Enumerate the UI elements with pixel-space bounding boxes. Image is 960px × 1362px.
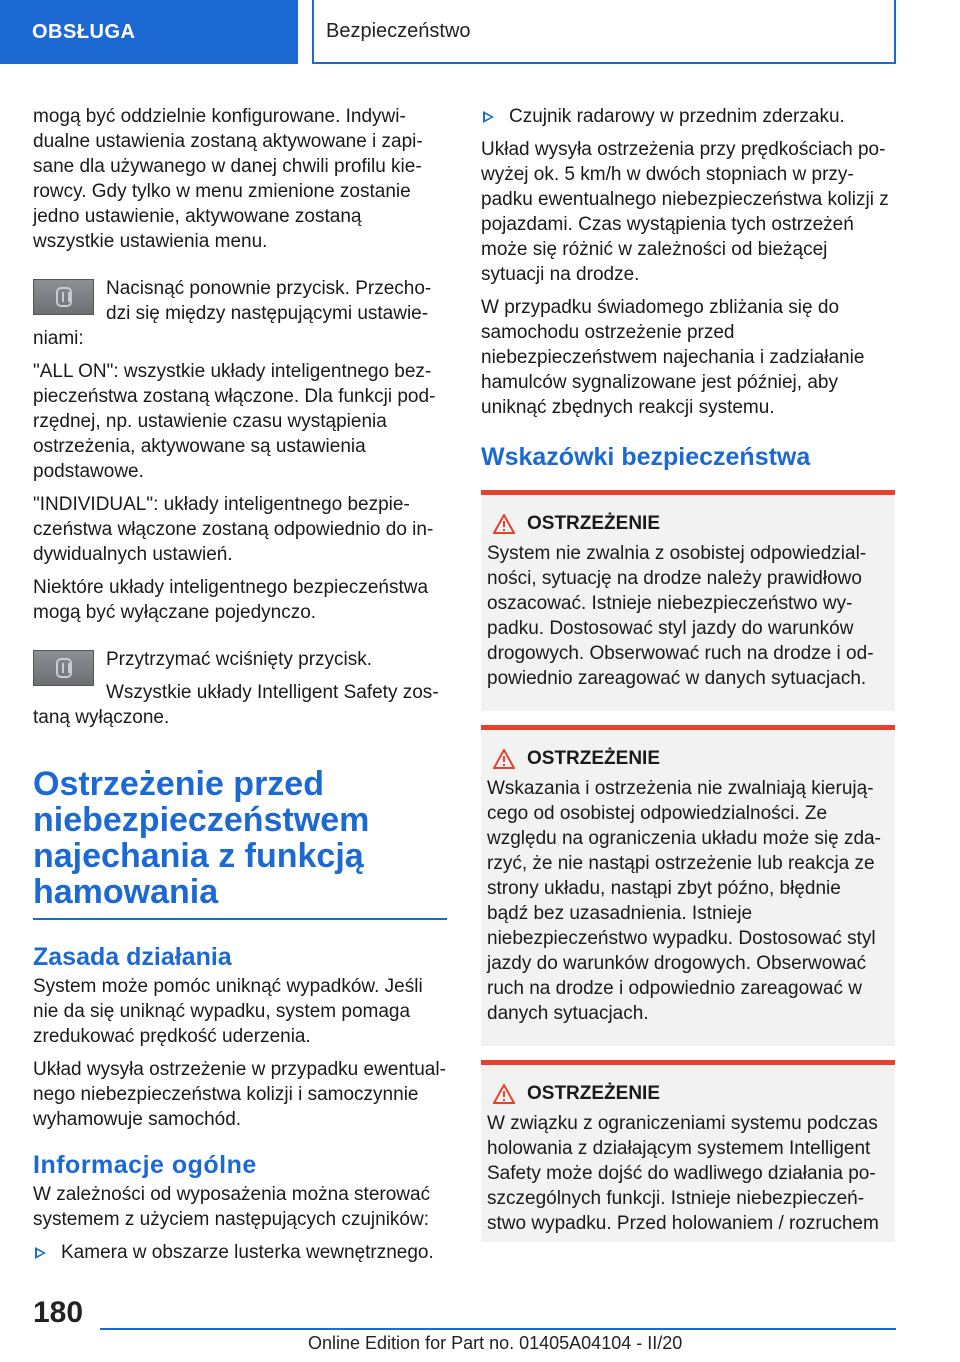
warning-title: [487, 748, 885, 770]
all-on-text: "ALL ON": wszystkie układy inteligentnego bezpieczeństwa zostaną włączone. Dla funkcji podrzędnej, np. ustawienie czasu wystąpienia ostrzeżenia, aktywowane są ustawienia podstawowe.: [33, 361, 436, 482]
warning-title-text: OSTRZEŻENIE: [527, 1083, 661, 1104]
right-column: [481, 104, 895, 1256]
warning-title: [487, 1083, 885, 1105]
general-paragraph: W zależności od wyposażenia można sterować systemem z użyciem następujących czujników:: [33, 1184, 431, 1230]
general-heading: Informacje ogólne: [33, 1151, 257, 1179]
principle-heading: Zasada działania: [33, 943, 232, 971]
warning-triangle-icon: [493, 1084, 515, 1104]
individual-text: "INDIVIDUAL": układy inteligentnego bezpieczeństwa włączone zostaną odpowiednio do indywidualnych ustawień.: [33, 494, 434, 565]
warning-box: [481, 490, 895, 711]
warning-box: [481, 1060, 895, 1242]
warning-box: [481, 725, 895, 1046]
page-number: 180: [33, 1296, 84, 1329]
footer-divider: [100, 1328, 896, 1330]
main-heading: Ostrzeżenie przed niebezpieczeństwem najechania z funkcją hamowania: [33, 766, 447, 920]
bullet-radar: [481, 104, 895, 129]
warning-triangle-icon: [493, 514, 515, 534]
press-again-text: Nacisnąć ponownie przycisk. Przechodzi się między następującymi ustawieniami:: [33, 278, 432, 349]
edition-text: Online Edition for Part no. 01405A04104 - II/20: [308, 1333, 683, 1353]
warning-title-text: OSTRZEŻENIE: [527, 748, 661, 769]
intro-paragraph: mogą być oddzielnie konfigurowane. Indywidualne ustawienia zostaną aktywowane i zapisane dla używanego w danej chwili profilu kierowcy. Gdy tylko w menu zmienione zostanie jedno ustawienie, aktywowane zostaną wszystkie ustawienia menu.: [33, 106, 423, 252]
warning-text: Wskazania i ostrzeżenia nie zwalniają kierującego od osobistej odpowiedzialności. Ze względu na ograniczenia układu może się zdarzyć, że nie nastąpi ostrzeżenie lub reakcja ze strony układu, nastąpi zbyt późno, błędnie bądź bez uzasadnienia. Istnieje niebezpieczeństwo wypadku. Dostosować styl jazdy do warunków drogowych. Obserwować ruch na drodze i odpowiednio zareagować w danych sytuacjach.: [487, 778, 881, 1024]
all-off-text: Wszystkie układy Intelligent Safety zostaną wyłączone.: [33, 682, 439, 728]
safety-heading: Wskazówki bezpieczeństwa: [481, 443, 811, 471]
warning-title: [487, 513, 885, 535]
bullet-radar-text: Czujnik radarowy w przednim zderzaku.: [509, 106, 845, 127]
warning-title-text: OSTRZEŻENIE: [527, 513, 661, 534]
bullet-camera-text: Kamera w obszarze lusterka wewnętrznego.: [61, 1242, 434, 1263]
bullet-camera: [33, 1240, 447, 1265]
section-title: Bezpieczeństwo: [312, 0, 896, 64]
chapter-tab: OBSŁUGA: [0, 0, 298, 64]
principle-paragraph-1: System może pomóc uniknąć wypadków. Jeśli nie da się uniknąć wypadku, system pomaga zredukować prędkość uderzenia.: [33, 976, 423, 1047]
warning-behavior-paragraph-2: W przypadku świadomego zbliżania się do samochodu ostrzeżenie przed niebezpieczeństwem najechania i zadziałanie hamulców sygnalizowane jest później, aby uniknąć zbędnych reakcji systemu.: [481, 297, 865, 418]
some-off-text: Niektóre układy inteligentnego bezpieczeństwa mogą być wyłączane pojedynczo.: [33, 577, 429, 623]
intelligent-safety-button-icon: [33, 279, 94, 315]
left-column: [33, 104, 447, 1273]
warning-text: System nie zwalnia z osobistej odpowiedzialności, sytuację na drodze należy prawidłowo oszacować. Istnieje niebezpieczeństwo wypadku. Dostosować styl jazdy do warunków drogowych. Obserwować ruch na drodze i odpowiednio zareagować w danych sytuacjach.: [487, 543, 874, 689]
warning-text: W związku z ograniczeniami systemu podczas holowania z działającym systemem Intelligent Safety może dojść do wadliwego działania poszczególnych funkcji. Istnieje niebezpieczeństwo wypadku. Przed holowaniem / rozruchem: [487, 1113, 879, 1234]
hold-block: [33, 647, 447, 730]
principle-paragraph-2: Układ wysyła ostrzeżenie w przypadku ewentualnego niebezpieczeństwa kolizji i samoczynnie wyhamowuje samochód.: [33, 1059, 446, 1130]
bullet-triangle-icon: [35, 1247, 46, 1259]
press-again-block: [33, 276, 447, 351]
intelligent-safety-button-icon: [33, 650, 94, 686]
warning-triangle-icon: [493, 749, 515, 769]
warning-behavior-paragraph-1: Układ wysyła ostrzeżenia przy prędkościach powyżej ok. 5 km/h w dwóch stopniach w przypadku ewentualnego niebezpieczeństwa kolizji z pojazdami. Czas wystąpienia tych ostrzeżeń może się różnić w zależności od bieżącej sytuacji na drodze.: [481, 139, 889, 285]
hold-text: Przytrzymać wciśnięty przycisk.: [106, 649, 373, 670]
bullet-triangle-icon: [483, 111, 494, 123]
